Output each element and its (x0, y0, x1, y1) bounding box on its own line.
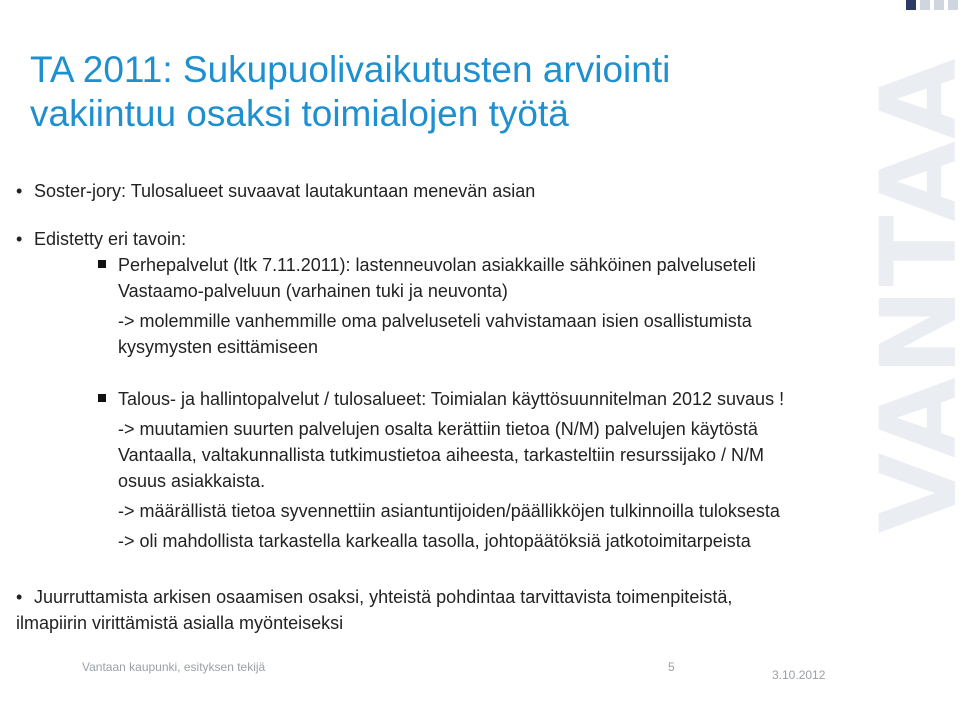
watermark-text: VANTAA (858, 56, 980, 534)
sub-bullet-text: Vastaamo-palveluun (varhainen tuki ja neuvonta) (118, 281, 508, 301)
sub-detail (16, 498, 916, 524)
corner-decoration (900, 0, 960, 20)
sub-detail-text: -> määrällistä tietoa syvennettiin asiantuntijoiden/päällikköjen tulkinnoilla tuloksesta (118, 501, 780, 521)
footer-date: 3.10.2012 (772, 668, 826, 682)
sub-detail-text: osuus asiakkaista. (118, 471, 266, 491)
sub-bullet-item (16, 386, 916, 412)
sub-detail (16, 528, 916, 554)
sub-bullet-text: Talous- ja hallintopalvelut / tulosalueet: Toimialan käyttösuunnitelman 2012 suvaus ! (118, 389, 785, 409)
footer-page-number: 5 (668, 660, 675, 674)
corner-square-light (934, 0, 944, 10)
bullet-item (16, 178, 916, 204)
bullet-item (16, 584, 916, 610)
bullet-text: Soster-jory: Tulosalueet suvaavat lautakuntaan menevän asian (34, 181, 536, 201)
corner-square-light (920, 0, 930, 10)
title-line-1: TA 2011: Sukupuolivaikutusten arviointi (30, 49, 671, 90)
sub-bullet-item (16, 252, 916, 304)
sub-detail-text: -> molemmille vanhemmille oma palveluseteli vahvistamaan isien osallistumista (118, 311, 752, 331)
sub-bullet-text: Perhepalvelut (ltk 7.11.2011): lastenneuvolan asiakkaille sähköinen palveluseteli (118, 255, 756, 275)
slide-title (30, 48, 850, 136)
sub-detail (16, 416, 916, 494)
sub-detail-text: -> oli mahdollista tarkastella karkealla tasolla, johtopäätöksiä jatkotoimitarpeista (118, 531, 751, 551)
bullet-text: Edistetty eri tavoin: (34, 229, 187, 249)
bullet-text: Juurruttamista arkisen osaamisen osaksi, yhteistä pohdintaa tarvittavista toimenpiteistä, (34, 587, 733, 607)
title-line-2: vakiintuu osaksi toimialojen työtä (30, 93, 569, 134)
bullet-text: ilmapiirin virittämistä asialla myönteiseksi (16, 613, 344, 633)
sub-detail-text: -> muutamien suurten palvelujen osalta kerättiin tietoa (N/M) palvelujen käytöstä (118, 419, 758, 439)
sub-detail-text: kysymysten esittämiseen (118, 337, 319, 357)
sub-detail (16, 308, 916, 360)
footer-organization: Vantaan kaupunki, esityksen tekijä (82, 660, 266, 674)
sub-detail-text: Vantaalla, valtakunnallista tutkimustietoa aiheesta, tarkasteltiin resurssijako / N/M (118, 445, 764, 465)
square-bullet-icon (98, 394, 106, 402)
bullet-continuation (16, 610, 916, 636)
corner-square-dark (906, 0, 916, 10)
slide-body (16, 178, 916, 636)
bullet-item (16, 226, 916, 252)
corner-square-light (948, 0, 958, 10)
square-bullet-icon (98, 260, 106, 268)
